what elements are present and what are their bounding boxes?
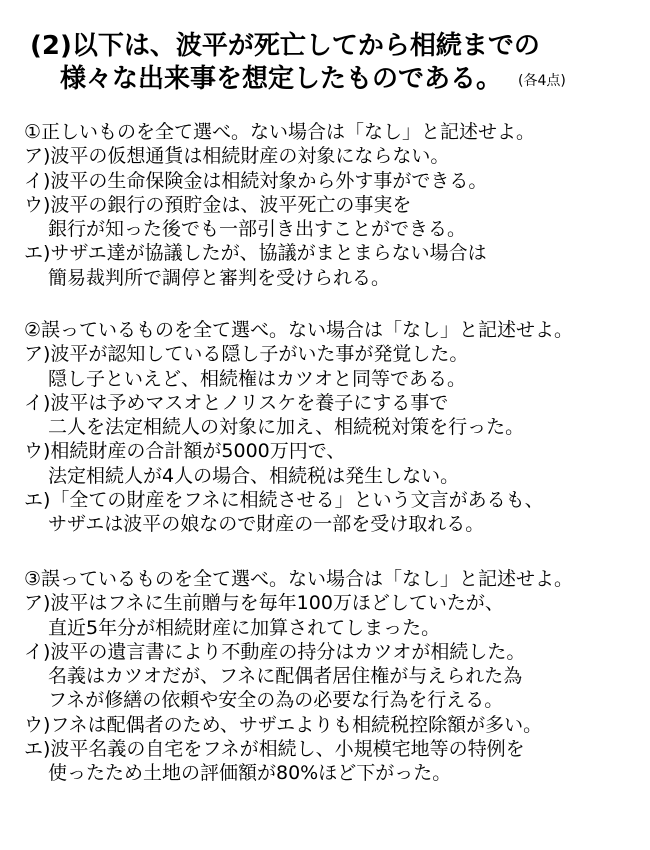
- question-prompt: ①正しいものを全て選べ。ない場合は「なし」と記述せよ。: [24, 121, 536, 143]
- answer-option: ア)波平の仮想通貨は相続財産の対象にならない。: [24, 145, 450, 168]
- answer-option: ウ)波平の銀行の預貯金は、波平死亡の事実を: [24, 193, 412, 216]
- option-continuation: 二人を法定相続人の対象に加え、相続税対策を行った。: [48, 416, 525, 439]
- option-continuation: 法定相続人が4人の場合、相続税は発生しない。: [48, 464, 460, 487]
- answer-option: ア)波平が認知している隠し子がいた事が発覚した。: [24, 343, 469, 366]
- answer-option: エ)サザエ達が協議したが、協議がまとまらない場合は: [24, 242, 487, 265]
- option-continuation: 使ったため土地の評価額が80%ほど下がった。: [48, 762, 452, 785]
- heading-line-1: (2)以下は、波平が死亡してから相続までの: [30, 31, 540, 61]
- answer-option: ウ)相続財産の合計額が5000万円で、: [24, 440, 346, 463]
- option-continuation: 直近5年分が相続財産に加算されてしまった。: [48, 616, 441, 639]
- option-continuation: 隠し子といえど、相続権はカツオと同等である。: [48, 367, 467, 390]
- option-continuation: サザエは波平の娘なので財産の一部を受け取れる。: [48, 513, 485, 536]
- question-2: [24, 318, 638, 537]
- answer-option: ウ)フネは配偶者のため、サザエよりも相続税控除額が多い。: [24, 713, 543, 736]
- question-1: [24, 120, 638, 290]
- answer-option: エ)「全ての財産をフネに相続させる」という文言があるも、: [24, 489, 544, 512]
- question-prompt: ③誤っているものを全て選べ。ない場合は「なし」と記述せよ。: [24, 568, 574, 590]
- answer-option: イ)波平は予めマスオとノリスケを養子にする事で: [24, 391, 449, 414]
- section-heading: [30, 30, 566, 98]
- heading-line-2: [30, 63, 566, 98]
- question-prompt: ②誤っているものを全て選べ。ない場合は「なし」と記述せよ。: [24, 319, 574, 341]
- heading-line-2-text: 様々な出来事を想定したものである。: [60, 64, 503, 94]
- option-continuation: 銀行が知った後でも一部引き出すことができる。: [48, 218, 467, 241]
- answer-option: エ)波平名義の自宅をフネが相続し、小規模宅地等の特例を: [24, 738, 525, 761]
- answer-option: イ)波平の遺言書により不動産の持分はカツオが相続した。: [24, 640, 526, 663]
- option-continuation: 名義はカツオだが、フネに配偶者居住権が与えられた為: [48, 665, 523, 688]
- answer-option: イ)波平の生命保険金は相続対象から外す事ができる。: [24, 169, 488, 192]
- answer-option: ア)波平はフネに生前贈与を毎年100万ほどしていたが、: [24, 592, 504, 615]
- question-3: [24, 567, 638, 786]
- points-note: (各4点): [518, 73, 566, 89]
- option-continuation: フネが修繕の依頼や安全の為の必要な行為を行える。: [48, 689, 504, 712]
- option-continuation: 簡易裁判所で調停と審判を受けられる。: [48, 266, 391, 289]
